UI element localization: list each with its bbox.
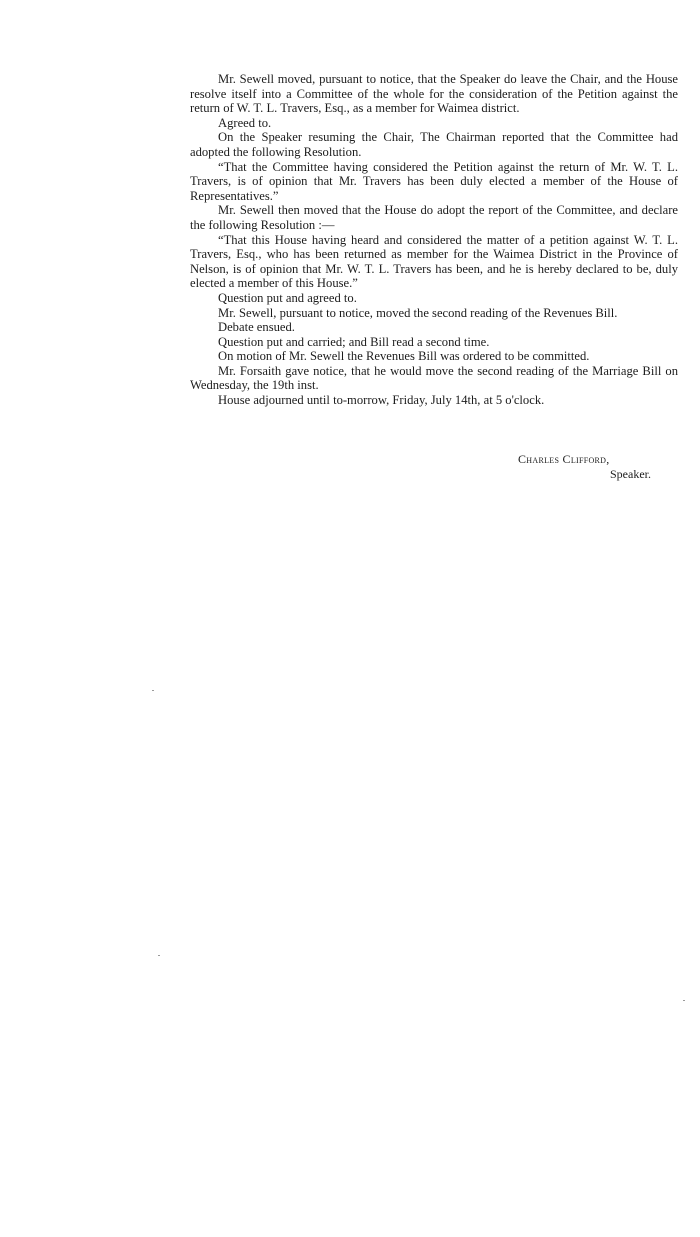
scan-speck	[683, 1000, 685, 1001]
paragraph-house-resolution: “That this House having heard and considered the matter of a petition against W. T. L. Travers, Esq., who has been returned as member for the Waimea District in the Province of Nelson, is of opinion that Mr. W. T. L. Travers has been, and he is hereby declared to be, duly elected a member of this House.”	[190, 232, 678, 291]
scan-speck	[158, 955, 160, 956]
paragraph-adopt-report: Mr. Sewell then moved that the House do adopt the report of the Committee, and declare the following Resolution :—	[190, 203, 678, 232]
proceedings-text	[190, 72, 678, 408]
paragraph-agreed: Agreed to.	[218, 115, 272, 130]
paragraph-adjournment: House adjourned until to-morrow, Friday, July 14th, at 5 o'clock.	[218, 393, 545, 408]
paragraph-committed: On motion of Mr. Sewell the Revenues Bill was ordered to be committed.	[218, 349, 590, 364]
signature-name: Charles Clifford,	[518, 452, 610, 466]
paragraph-speaker-resuming: On the Speaker resuming the Chair, The Chairman reported that the Committee had adopted the following Resolution.	[190, 130, 678, 159]
signature-block	[500, 452, 680, 482]
paragraph-debate: Debate ensued.	[218, 320, 295, 335]
paragraph-second-reading-motion: Mr. Sewell, pursuant to notice, moved the second reading of the Revenues Bill.	[218, 305, 618, 320]
paragraph-committee-resolution: “That the Committee having considered the Petition against the return of Mr. W. T. L. Travers, is of opinion that Mr. Travers has been duly elected a member of the House of Representatives.”	[190, 159, 678, 203]
paragraph-marriage-bill-notice: Mr. Forsaith gave notice, that he would move the second reading of the Marriage Bill on Wednesday, the 19th inst.	[190, 363, 678, 393]
paragraph-committee-motion: Mr. Sewell moved, pursuant to notice, that the Speaker do leave the Chair, and the House resolve itself into a Committee of the whole for the consideration of the Petition against the return of W. T. L. Travers, Esq., as a member for Waimea district.	[190, 72, 678, 116]
paragraph-question-carried: Question put and carried; and Bill read a second time.	[218, 334, 490, 349]
signature-title: Speaker.	[610, 467, 651, 481]
paragraph-question-agreed: Question put and agreed to.	[218, 290, 357, 305]
scan-speck	[152, 690, 154, 691]
